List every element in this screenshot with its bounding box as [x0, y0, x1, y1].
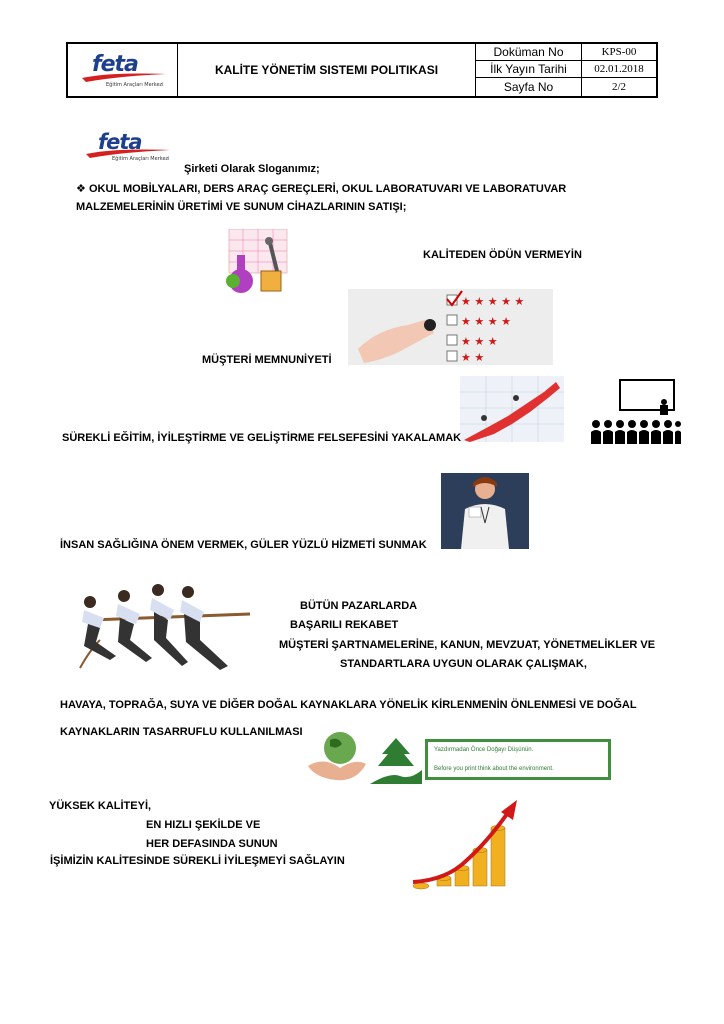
logo-subtitle: Eğitim Araçları Merkezi: [112, 156, 170, 162]
quality-slogan: KALİTEDEN ÖDÜN VERMEYİN: [423, 249, 582, 261]
page-no-value: 2/2: [611, 81, 627, 93]
eco-print-banner: [425, 739, 611, 780]
doc-no-label: Doküman No: [476, 44, 582, 61]
body-feta-logo: [84, 132, 174, 168]
slogan-intro: Şirketi Olarak Sloganımız;: [184, 163, 320, 175]
continuous-improvement: İŞİMİZİN KALİTESİNDE SÜREKLİ İYİLEŞMEYİ SAĞLAYIN: [50, 855, 345, 867]
logo-subtitle: Eğitim Araçları Merkezi: [106, 82, 164, 88]
page-no-label: Sayfa No: [476, 78, 582, 96]
gold-coins-growth-icon: [407, 798, 527, 894]
earth-in-hands-icon: [306, 726, 368, 784]
specifications-line-1: MÜŞTERİ ŞARTNAMELERİNE, KANUN, MEVZUAT, YÖNETMELİKLER VE: [279, 639, 656, 651]
tug-of-war-team-icon: [70, 580, 252, 676]
doc-no-value: KPS-00: [582, 44, 656, 61]
tree-road-icon: [370, 736, 422, 784]
all-markets: BÜTÜN PAZARLARDA: [300, 600, 418, 612]
document-title: KALİTE YÖNETİM SISTEMI POLITIKASI: [178, 44, 476, 96]
customer-rating-icon: [348, 289, 553, 365]
feta-logo: [80, 52, 170, 92]
slogan-line-2: MALZEMELERİNİN ÜRETİMİ VE SUNUM CİHAZLARININ SATIŞI;: [76, 201, 407, 213]
logo-wordmark: feta: [92, 52, 138, 77]
logo-wordmark: feta: [98, 130, 142, 154]
bullet-icon: ❖: [76, 183, 86, 195]
human-health: İNSAN SAĞLIĞINA ÖNEM VERMEK, GÜLER YÜZLÜ HİZMETİ SUNMAK: [60, 539, 427, 551]
specifications-line-2: STANDARTLARA UYGUN OLARAK ÇALIŞMAK,: [340, 658, 587, 670]
environment-line-1: HAVAYA, TOPRAĞA, SUYA VE DİĞER DOĞAL KAYNAKLARA YÖNELİK KİRLENMENİN ÖNLENMESİ VE DOĞAL: [60, 699, 637, 711]
continuous-training: SÜREKLİ EĞİTİM, İYİLEŞTİRME VE GELİŞTİRME FELSEFESİNİ YAKALAMAK: [62, 432, 462, 444]
fastest-way: EN HIZLI ŞEKİLDE VE: [146, 819, 261, 831]
slogan-line-1: [76, 182, 566, 195]
banner-turkish-text: Yazdırmadan Önce Doğayı Düşünün.: [434, 747, 534, 753]
publish-date-value: 02.01.2018: [582, 61, 656, 78]
successful-competition: BAŞARILI REKABET: [290, 619, 399, 631]
customer-satisfaction: MÜŞTERİ MEMNUNİYETİ: [202, 354, 332, 366]
classroom-audience-icon: [590, 378, 682, 446]
slogan-line-1-text: OKUL MOBİLYALARI, DERS ARAÇ GEREÇLERİ, OKUL LABORATUVARI VE LABORATUVAR: [88, 183, 567, 195]
header-logo-cell: [68, 44, 178, 96]
svg-text:★ ★ ★ ★: ★ ★ ★ ★: [461, 315, 511, 328]
document-header: [66, 42, 658, 98]
laboratory-flasks-icon: [225, 229, 289, 294]
growth-stairs-icon: [460, 376, 564, 442]
svg-text:★ ★ ★ ★ ★: ★ ★ ★ ★ ★: [461, 295, 525, 308]
banner-english-text: Before you print think about the environment.: [434, 766, 554, 772]
svg-text:★ ★: ★ ★: [461, 351, 485, 364]
publish-date-label: İlk Yayın Tarihi: [476, 61, 582, 78]
high-quality: YÜKSEK KALİTEYİ,: [49, 800, 152, 812]
every-time: HER DEFASINDA SUNUN: [146, 838, 278, 850]
doctor-icon: [441, 473, 529, 549]
environment-line-2: KAYNAKLARIN TASARRUFLU KULLANILMASI: [60, 726, 303, 738]
svg-text:★ ★ ★: ★ ★ ★: [461, 335, 498, 348]
